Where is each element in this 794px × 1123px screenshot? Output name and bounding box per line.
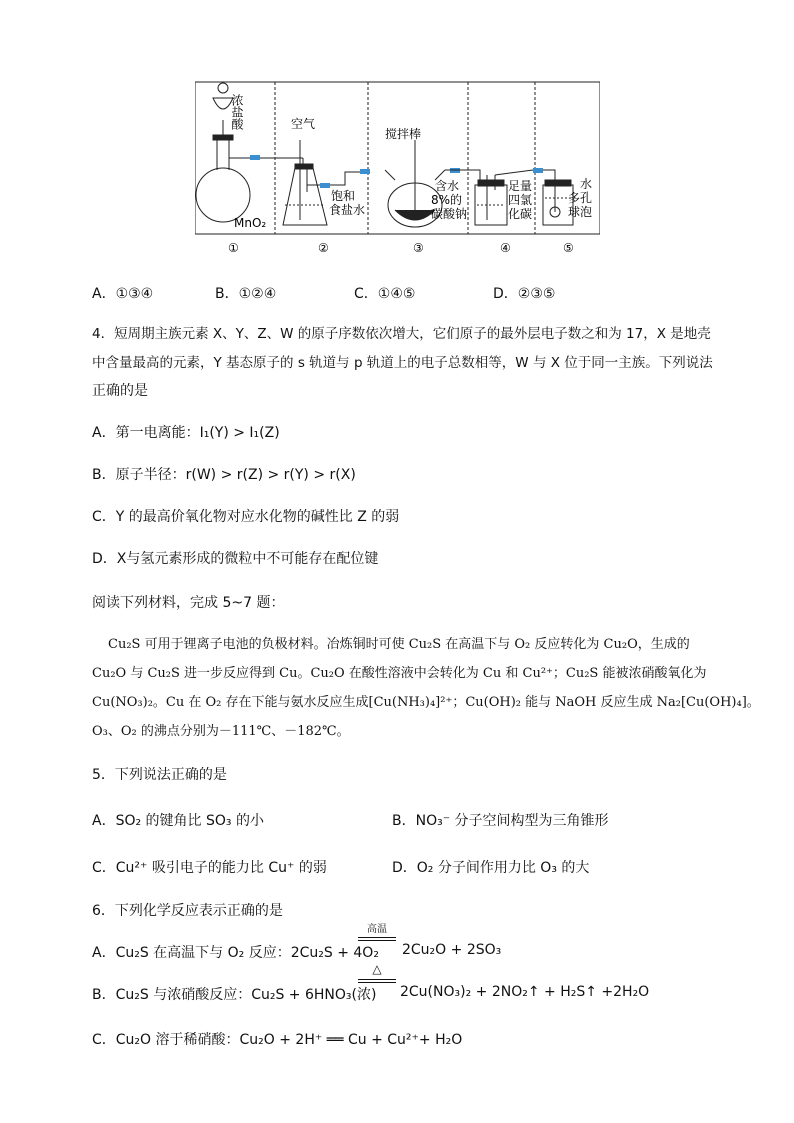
q3-option-a: A．①③④ xyxy=(92,286,154,302)
q6-stem: 6．下列化学反应表示正确的是 xyxy=(92,903,283,919)
apparatus-diagram xyxy=(195,80,600,258)
q6-option-b-left: B．Cu₂S 与浓硝酸反应：Cu₂S + 6HNO₃(浓) xyxy=(92,987,377,1003)
apparatus-num-4: ④ xyxy=(500,241,511,255)
q6-a-equals-line1 xyxy=(358,937,396,938)
gas-washing-bottle xyxy=(283,140,327,225)
label-bubble-2: 球泡 xyxy=(568,205,593,219)
apparatus-num-3: ③ xyxy=(413,241,424,255)
ccl4-bottle xyxy=(475,175,507,225)
label-water: 水 xyxy=(580,177,593,191)
q5-option-a: A．SO₂ 的键角比 SO₃ 的小 xyxy=(92,813,264,829)
label-na2co3-1: 含水 xyxy=(435,179,460,193)
label-bubble-1: 多孔 xyxy=(568,191,593,205)
q6-b-equals-line1 xyxy=(358,979,396,980)
q4-option-a: A．第一电离能：I₁(Y) > I₁(Z) xyxy=(92,425,280,441)
tube-connector xyxy=(360,169,370,174)
q4-option-b: B．原子半径：r(W) > r(Z) > r(Y) > r(X) xyxy=(92,467,356,483)
label-ccl4-2: 四氯 xyxy=(508,193,533,207)
apparatus-num-5: ⑤ xyxy=(563,241,574,255)
q5-option-c: C．Cu²⁺ 吸引电子的能力比 Cu⁺ 的弱 xyxy=(92,860,327,876)
label-stirrer: 搅拌棒 xyxy=(385,127,422,141)
label-air: 空气 xyxy=(291,117,316,131)
label-sat-nacl-2: 食盐水 xyxy=(329,203,366,217)
label-sat-nacl-1: 饱和 xyxy=(331,189,356,203)
q3-option-c: C．①④⑤ xyxy=(354,286,416,302)
label-na2co3-2: 8%的 xyxy=(431,193,463,207)
label-na2co3-3: 碳酸钠 xyxy=(431,207,468,221)
q4-stem-line1: 4．短周期主族元素 X、Y、Z、W 的原子序数依次增大，它们原子的最外层电子数之和为 17，X 是地壳 xyxy=(92,326,711,342)
q3-option-d: D．②③⑤ xyxy=(493,286,556,302)
q6-option-b-right: 2Cu(NO₃)₂ + 2NO₂↑ + H₂S↑ +2H₂O xyxy=(400,984,650,1000)
material-line2: Cu₂O 与 Cu₂S 进一步反应得到 Cu。Cu₂O 在酸性溶液中会转化为 Cu 和 Cu²⁺；Cu₂S 能被浓硝酸氧化为 xyxy=(92,666,707,681)
q6-b-equals-line2 xyxy=(358,982,396,983)
q3-option-b: B．①②④ xyxy=(215,286,277,302)
reading-intro: 阅读下列材料，完成 5~7 题： xyxy=(92,595,285,611)
q4-stem-line2: 中含量最高的元素，Y 基态原子的 s 轨道与 p 轨道上的电子总数相等，W 与 X 位于同一主族。下列说法 xyxy=(92,355,713,371)
label-ccl4-3: 化碳 xyxy=(508,207,533,221)
label-conc-hcl: 浓盐酸 xyxy=(230,94,244,130)
q6-option-a-right: 2Cu₂O + 2SO₃ xyxy=(402,942,502,958)
material-line3: Cu(NO₃)₂。Cu 在 O₂ 存在下能与氨水反应生成[Cu(NH₃)₄]²⁺；Cu(OH)₂ 能与 NaOH 反应生成 Na₂[Cu(OH)₄]。 xyxy=(92,695,760,710)
q6-a-equals-line2 xyxy=(358,940,396,941)
tube-connector xyxy=(320,183,330,188)
q6-option-a-left: A．Cu₂S 在高温下与 O₂ 反应：2Cu₂S + 4O₂ xyxy=(92,945,379,961)
apparatus-num-2: ② xyxy=(318,241,329,255)
q5-option-d: D．O₂ 分子间作用力比 O₃ 的大 xyxy=(392,860,590,876)
q6-option-c: C．Cu₂O 溶于稀硝酸：Cu₂O + 2H⁺ ══ Cu + Cu²⁺+ H₂O xyxy=(92,1032,463,1048)
q5-stem: 5．下列说法正确的是 xyxy=(92,767,227,783)
q6-b-condition: △ xyxy=(372,962,382,976)
tube-connector xyxy=(250,155,260,160)
material-line1: Cu₂S 可用于锂离子电池的负极材料。冶炼铜时可使 Cu₂S 在高温下与 O₂ 反应转化为 Cu₂O，生成的 xyxy=(108,637,690,652)
q4-option-d: D．X与氢元素形成的微粒中不可能存在配位键 xyxy=(92,551,379,567)
label-ccl4-1: 足量 xyxy=(508,179,533,193)
q6-a-condition: 高温 xyxy=(367,924,387,935)
q4-option-c: C．Y 的最高价氧化物对应水化物的碱性比 Z 的弱 xyxy=(92,509,400,525)
q4-stem-line3: 正确的是 xyxy=(92,383,148,399)
label-mno2: MnO₂ xyxy=(234,216,267,230)
tube-connector xyxy=(533,168,543,173)
apparatus-num-1: ① xyxy=(228,241,239,255)
q5-option-b: B．NO₃⁻ 分子空间构型为三角锥形 xyxy=(392,813,609,829)
material-line4: O₃、O₂ 的沸点分别为－111℃、－182℃。 xyxy=(92,724,350,739)
